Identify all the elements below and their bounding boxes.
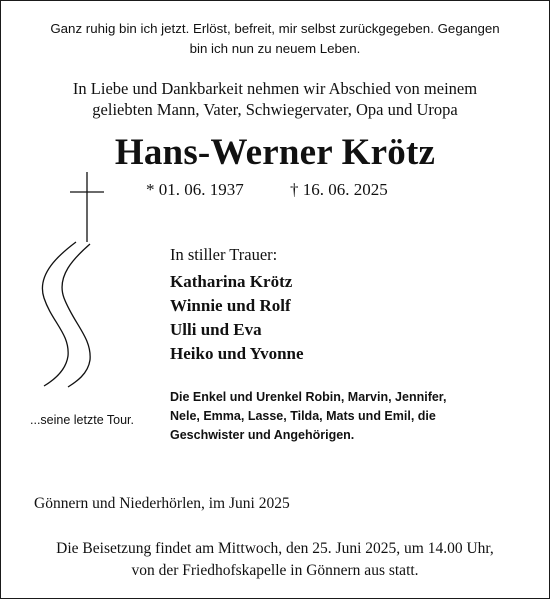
relatives-text	[170, 388, 530, 445]
mourner-name: Heiko und Yvonne	[170, 344, 304, 363]
birth-date: * 01. 06. 1937	[146, 180, 244, 199]
relatives-line: Die Enkel und Urenkel Robin, Marvin, Jennifer,	[170, 390, 447, 404]
motto-line: bin ich nun zu neuem Leben.	[189, 41, 361, 56]
mourner-list	[170, 270, 304, 366]
tour-caption: ...seine letzte Tour.	[30, 413, 134, 427]
motto-line: Ganz ruhig bin ich jetzt. Erlöst, befreit, mir selbst zurückgegeben. Gegangen	[50, 21, 500, 36]
relatives-line: Nele, Emma, Lasse, Tilda, Mats und Emil, die	[170, 409, 436, 423]
funeral-line: von der Friedhofskapelle in Gönnern aus statt.	[131, 562, 419, 579]
life-dates	[146, 179, 388, 201]
mourner-name: Winnie und Rolf	[170, 296, 291, 315]
relatives-line: Geschwister und Angehörigen.	[170, 428, 355, 442]
mourner-name: Katharina Krötz	[170, 272, 293, 291]
place-date: Gönnern und Niederhörlen, im Juni 2025	[34, 495, 290, 512]
mourner-name: Ulli und Eva	[170, 320, 262, 339]
intro-line: In Liebe und Dankbarkeit nehmen wir Abschied von meinem	[72, 79, 478, 98]
deceased-name: Hans-Werner Krötz	[114, 132, 436, 173]
intro-line: geliebten Mann, Vater, Schwiegervater, Opa und Uropa	[92, 100, 458, 119]
motto	[0, 19, 550, 59]
mourning-title: In stiller Trauer:	[170, 245, 278, 264]
funeral-line: Die Beisetzung findet am Mittwoch, den 25. Juni 2025, um 14.00 Uhr,	[56, 540, 494, 557]
funeral-info	[0, 538, 550, 582]
winding-road-icon	[30, 238, 102, 388]
death-date: † 16. 06. 2025	[290, 180, 388, 199]
intro-text	[0, 78, 550, 120]
cross-icon	[70, 172, 104, 242]
